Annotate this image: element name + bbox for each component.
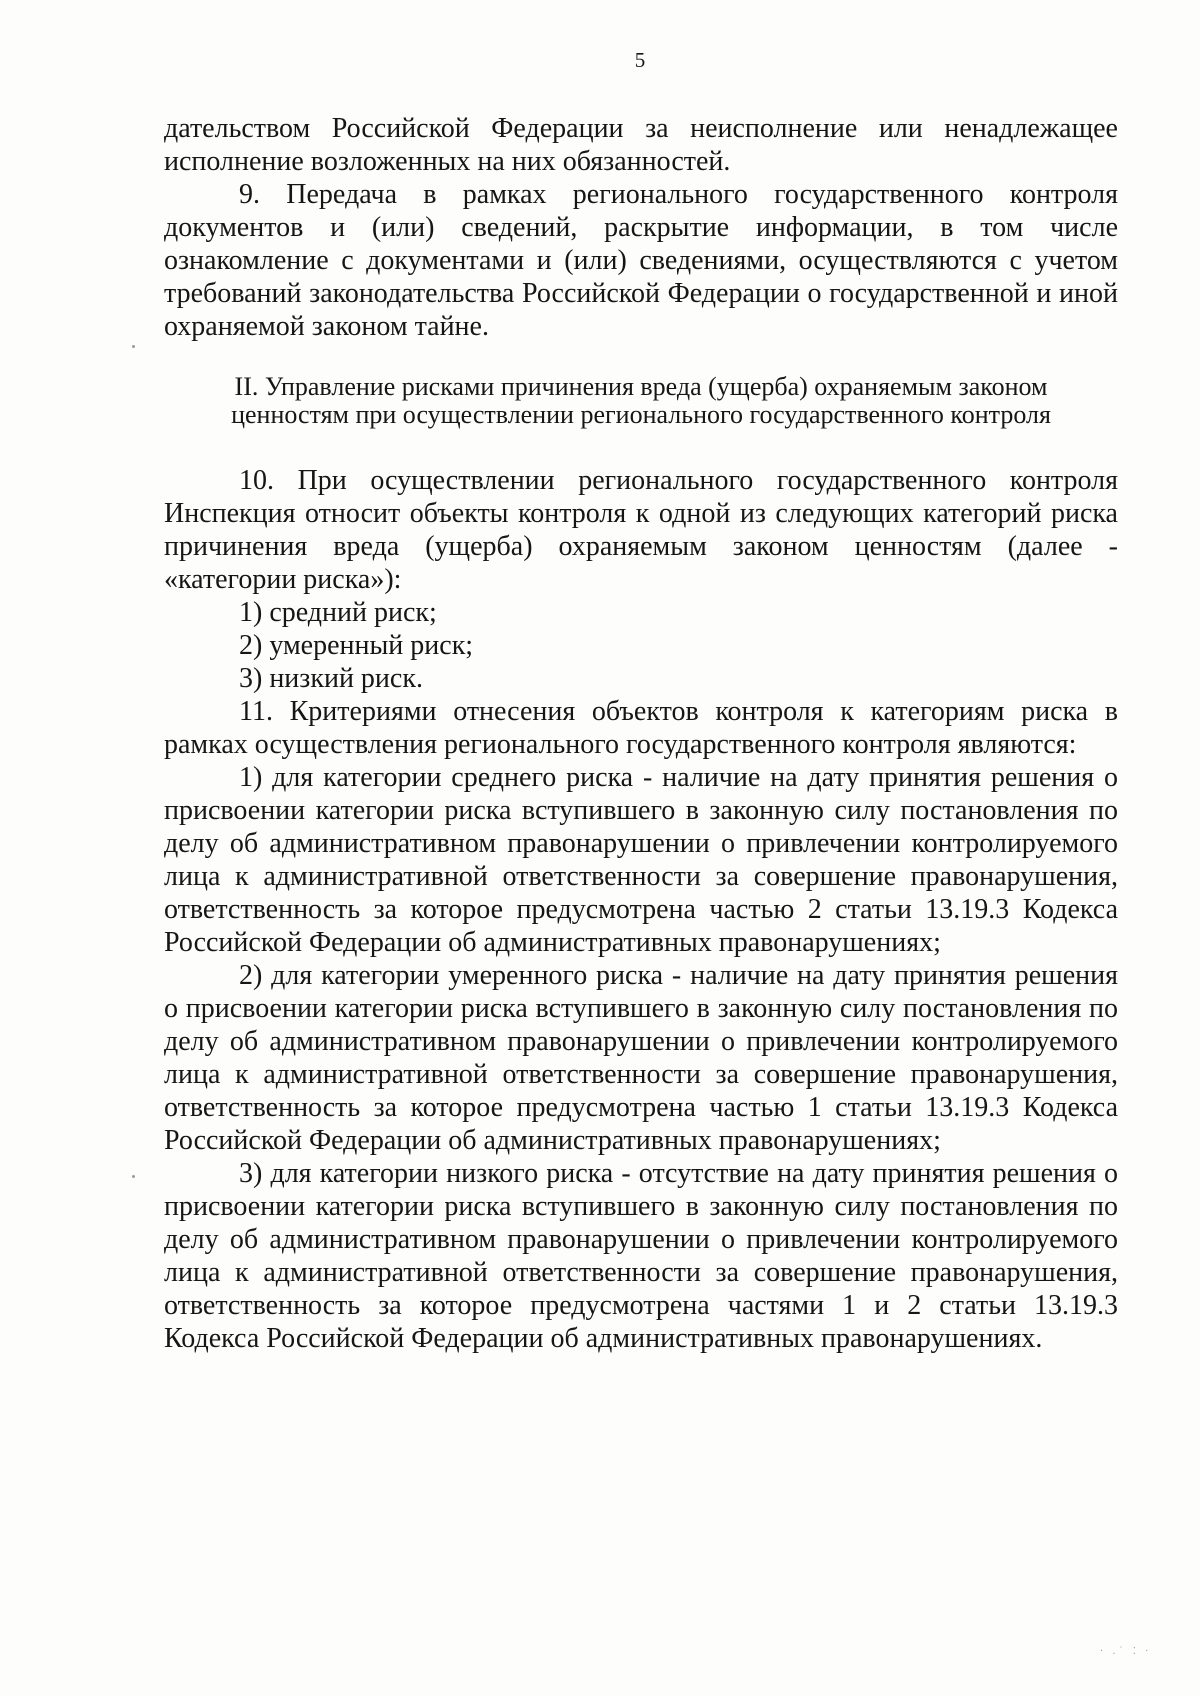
criteria-item: 1) для категории среднего риска - наличие на дату принятия решения о присвоении категории риска вступившего в законную силу постановления по делу об административном правонарушении о привлечении контролируемого лица к административной ответственности за совершение правонарушения, ответственность за которое предусмотрена частью 2 статьи 13.19.3 Кодекса Российской Федерации об административных правонарушениях; [164, 762, 1118, 958]
document-body [164, 112, 1118, 1355]
criteria-item: 3) для категории низкого риска - отсутствие на дату принятия решения о присвоении категории риска вступившего в законную силу постановления по делу об административном правонарушении о привлечении контролируемого лица к административной ответственности за совершение правонарушения, ответственность за которое предусмотрена частями 1 и 2 статьи 13.19.3 Кодекса Российской Федерации об административных правонарушениях. [164, 1158, 1118, 1354]
section-heading: II. Управление рисками причинения вреда (ущерба) охраняемым законом ценностям при осуществлении регионального государственного контроля [231, 372, 1051, 429]
risk-category-item: 3) низкий риск. [239, 663, 423, 694]
paragraph-10: 10. При осуществлении регионального государственного контроля Инспекция относит объекты контроля к одной из следующих категорий риска причинения вреда (ущерба) охраняемым законом ценностям (далее - «категории риска»): [164, 465, 1118, 595]
page-number: 5 [634, 48, 646, 72]
paragraph-9: 9. Передача в рамках регионального государственного контроля документов и (или) сведений, раскрытие информации, в том числе ознакомление с документами и (или) сведениями, осуществляются с учетом требований законодательства Российской Федерации о государственной и иной охраняемой законом тайне. [164, 179, 1118, 342]
criteria-item: 2) для категории умеренного риска - наличие на дату принятия решения о присвоении категории риска вступившего в законную силу постановления по делу об административном правонарушении о привлечении контролируемого лица к административной ответственности за совершение правонарушения, ответственность за которое предусмотрена частью 1 статьи 13.19.3 Кодекса Российской Федерации об административных правонарушениях; [164, 960, 1118, 1156]
paragraph-11: 11. Критериями отнесения объектов контроля к категориям риска в рамках осуществления регионального государственного контроля являются: [164, 696, 1118, 760]
paragraph-continuation: дательством Российской Федерации за неисполнение или ненадлежащее исполнение возложенных на них обязанностей. [164, 113, 1118, 177]
risk-category-item: 1) средний риск; [239, 597, 437, 628]
margin-speck [132, 1175, 135, 1178]
scan-artifact: · .˙ ⁚ · [1100, 1646, 1152, 1657]
risk-category-item: 2) умеренный риск; [239, 630, 474, 661]
margin-speck [132, 345, 135, 348]
